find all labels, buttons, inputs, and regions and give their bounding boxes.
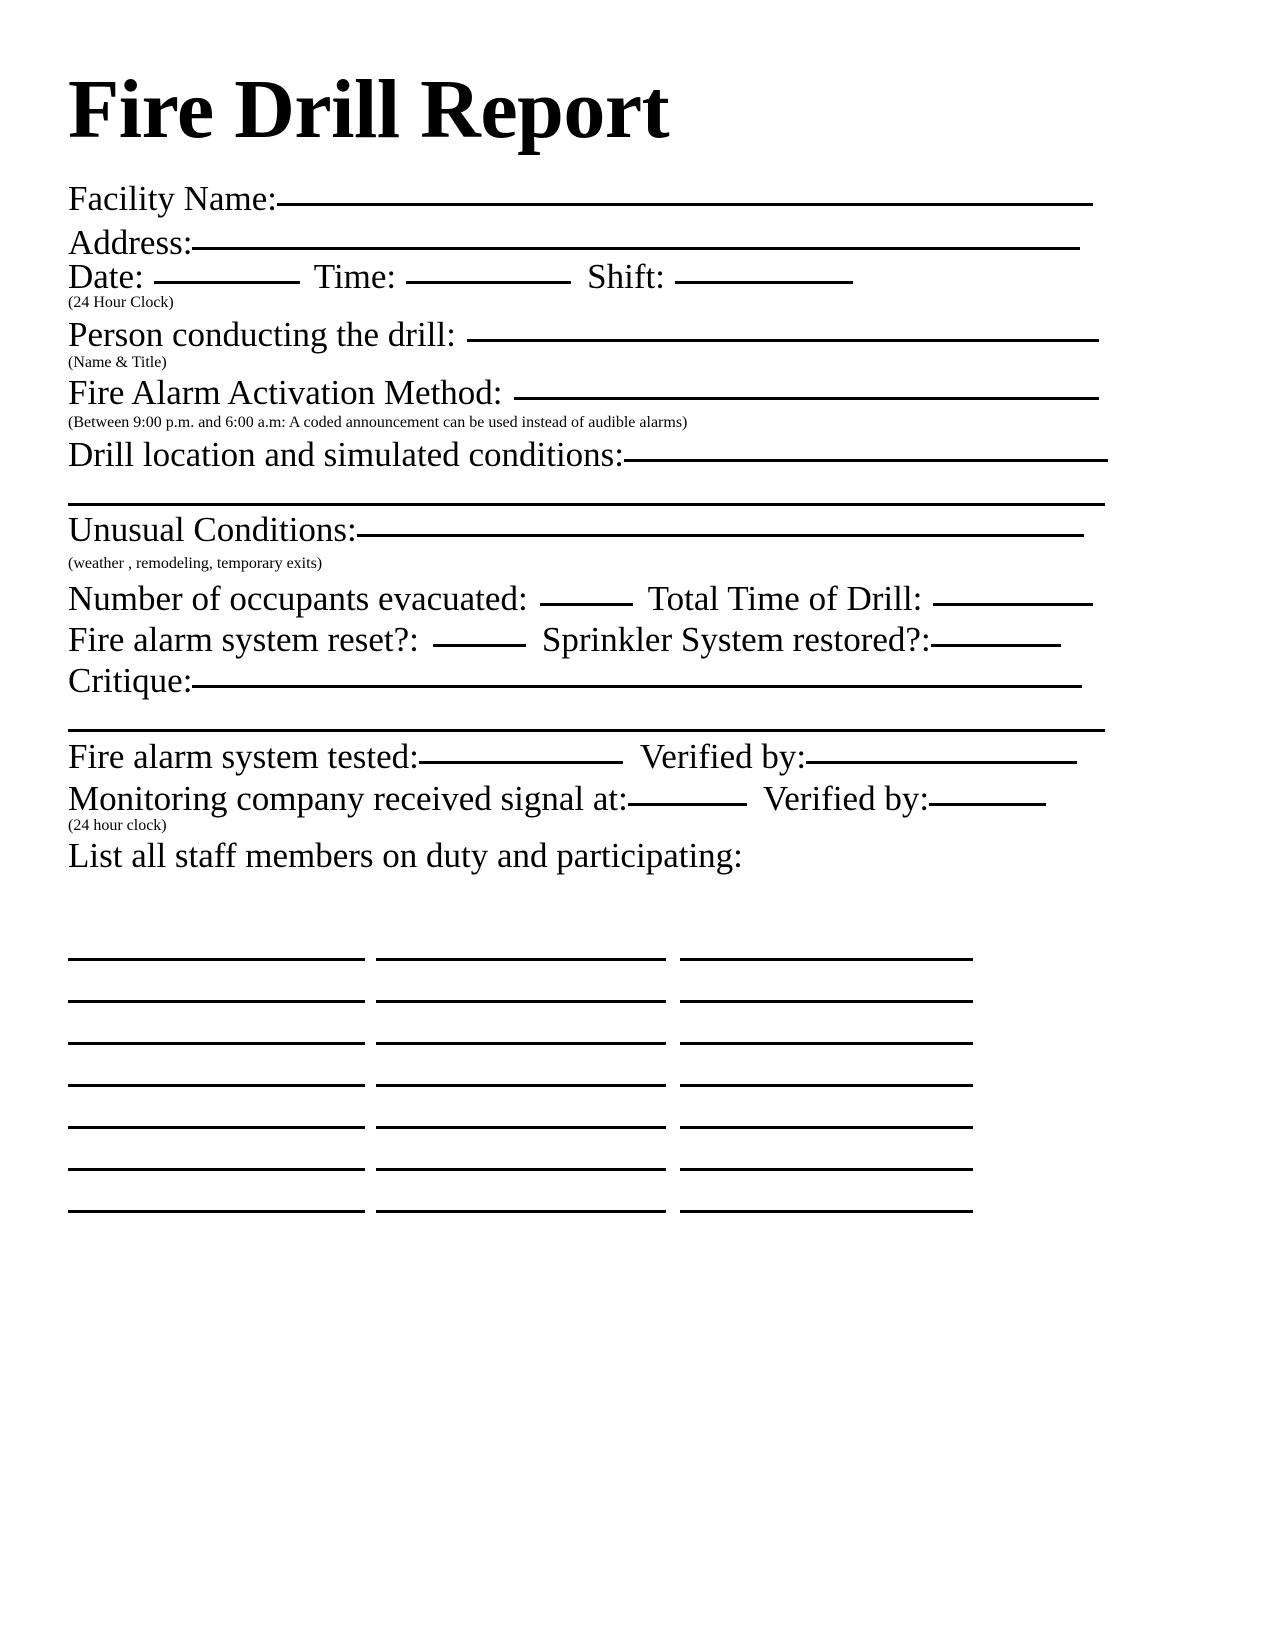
facility-name-label: Facility Name: (68, 179, 277, 218)
staff-name-rule[interactable] (680, 1066, 973, 1087)
field-alarm-reset-and-sprinkler (68, 622, 1061, 657)
person-conducting-label: Person conducting the drill: (68, 315, 456, 354)
address-input-rule[interactable] (192, 247, 1080, 250)
page-title: Fire Drill Report (68, 63, 670, 156)
field-drill-location (68, 437, 1108, 472)
staff-name-rule[interactable] (376, 1192, 666, 1213)
field-person-conducting (68, 317, 1099, 352)
address-label: Address: (68, 223, 193, 262)
alarm-reset-input-rule[interactable] (433, 644, 526, 647)
alarm-activation-method-label: Fire Alarm Activation Method: (68, 373, 503, 412)
drill-location-continuation-rule[interactable] (68, 503, 1105, 506)
sprinkler-restored-input-rule[interactable] (931, 644, 1061, 647)
critique-label: Critique: (68, 661, 193, 700)
verified-by-2-input-rule[interactable] (929, 803, 1046, 806)
critique-continuation-rule[interactable] (68, 729, 1105, 732)
staff-name-rule[interactable] (680, 1024, 973, 1045)
total-time-label: Total Time of Drill: (647, 579, 923, 618)
field-monitoring-signal-and-verified (68, 781, 1046, 816)
drill-location-input-rule[interactable] (624, 459, 1108, 462)
staff-name-rule[interactable] (376, 1024, 666, 1045)
staff-name-rule[interactable] (376, 982, 666, 1003)
facility-name-input-rule[interactable] (277, 203, 1093, 206)
staff-row (68, 1066, 973, 1108)
unusual-conditions-input-rule[interactable] (357, 534, 1084, 537)
field-critique (68, 663, 1082, 698)
note-name-and-title: (Name & Title) (68, 354, 167, 371)
staff-name-rule[interactable] (68, 1024, 365, 1045)
field-alarm-tested-and-verified (68, 739, 1077, 774)
time-input-rule[interactable] (406, 281, 571, 284)
alarm-tested-input-rule[interactable] (419, 761, 623, 764)
staff-name-rule[interactable] (68, 1066, 365, 1087)
shift-label: Shift: (587, 257, 665, 296)
staff-name-rule[interactable] (680, 1108, 973, 1129)
staff-name-rule[interactable] (68, 1108, 365, 1129)
staff-name-rule[interactable] (680, 1192, 973, 1213)
person-conducting-input-rule[interactable] (467, 339, 1099, 342)
occupants-evacuated-label: Number of occupants evacuated: (68, 579, 528, 618)
sprinkler-restored-label: Sprinkler System restored?: (541, 620, 931, 659)
staff-row (68, 1150, 973, 1192)
field-date-time-shift (68, 259, 853, 294)
field-occupants-and-total-time (68, 581, 1093, 616)
staff-list-label: List all staff members on duty and participating: (68, 836, 743, 875)
staff-row (68, 1192, 973, 1234)
note-24-hour-clock-lower: (24 hour clock) (68, 817, 167, 834)
staff-members-grid (68, 940, 973, 1234)
note-24-hour-clock-upper: (24 Hour Clock) (68, 294, 174, 311)
staff-name-rule[interactable] (68, 1150, 365, 1171)
staff-name-rule[interactable] (376, 1150, 666, 1171)
staff-name-rule[interactable] (680, 982, 973, 1003)
date-input-rule[interactable] (154, 281, 300, 284)
staff-row (68, 1108, 973, 1150)
verified-by-2-label: Verified by: (762, 779, 930, 818)
monitoring-signal-label: Monitoring company received signal at: (68, 779, 628, 818)
staff-name-rule[interactable] (376, 1066, 666, 1087)
staff-row (68, 1024, 973, 1066)
verified-by-1-label: Verified by: (639, 737, 807, 776)
note-coded-announcement: (Between 9:00 p.m. and 6:00 a.m: A coded announcement can be used instead of audible alarms) (68, 414, 688, 431)
staff-name-rule[interactable] (68, 1192, 365, 1213)
drill-location-label: Drill location and simulated conditions: (68, 435, 625, 474)
field-staff-list-heading (68, 838, 743, 873)
time-label: Time: (313, 257, 397, 296)
field-alarm-activation-method (68, 375, 1099, 410)
verified-by-1-input-rule[interactable] (806, 761, 1077, 764)
alarm-tested-label: Fire alarm system tested: (68, 737, 419, 776)
shift-input-rule[interactable] (675, 281, 853, 284)
staff-row (68, 982, 973, 1024)
staff-name-rule[interactable] (680, 1150, 973, 1171)
monitoring-signal-input-rule[interactable] (628, 803, 747, 806)
staff-name-rule[interactable] (376, 1108, 666, 1129)
staff-name-rule[interactable] (68, 940, 365, 961)
field-unusual-conditions (68, 512, 1084, 547)
alarm-reset-label: Fire alarm system reset?: (68, 620, 419, 659)
field-address (68, 225, 1080, 260)
field-facility-name (68, 181, 1093, 216)
unusual-conditions-label: Unusual Conditions: (68, 510, 357, 549)
date-label: Date: (68, 257, 144, 296)
occupants-evacuated-input-rule[interactable] (540, 603, 633, 606)
staff-name-rule[interactable] (68, 982, 365, 1003)
alarm-activation-method-input-rule[interactable] (514, 397, 1099, 400)
staff-row (68, 940, 973, 982)
note-unusual-examples: (weather , remodeling, temporary exits) (68, 555, 323, 572)
critique-input-rule[interactable] (192, 685, 1082, 688)
staff-name-rule[interactable] (376, 940, 666, 961)
total-time-input-rule[interactable] (933, 603, 1093, 606)
staff-name-rule[interactable] (680, 940, 973, 961)
